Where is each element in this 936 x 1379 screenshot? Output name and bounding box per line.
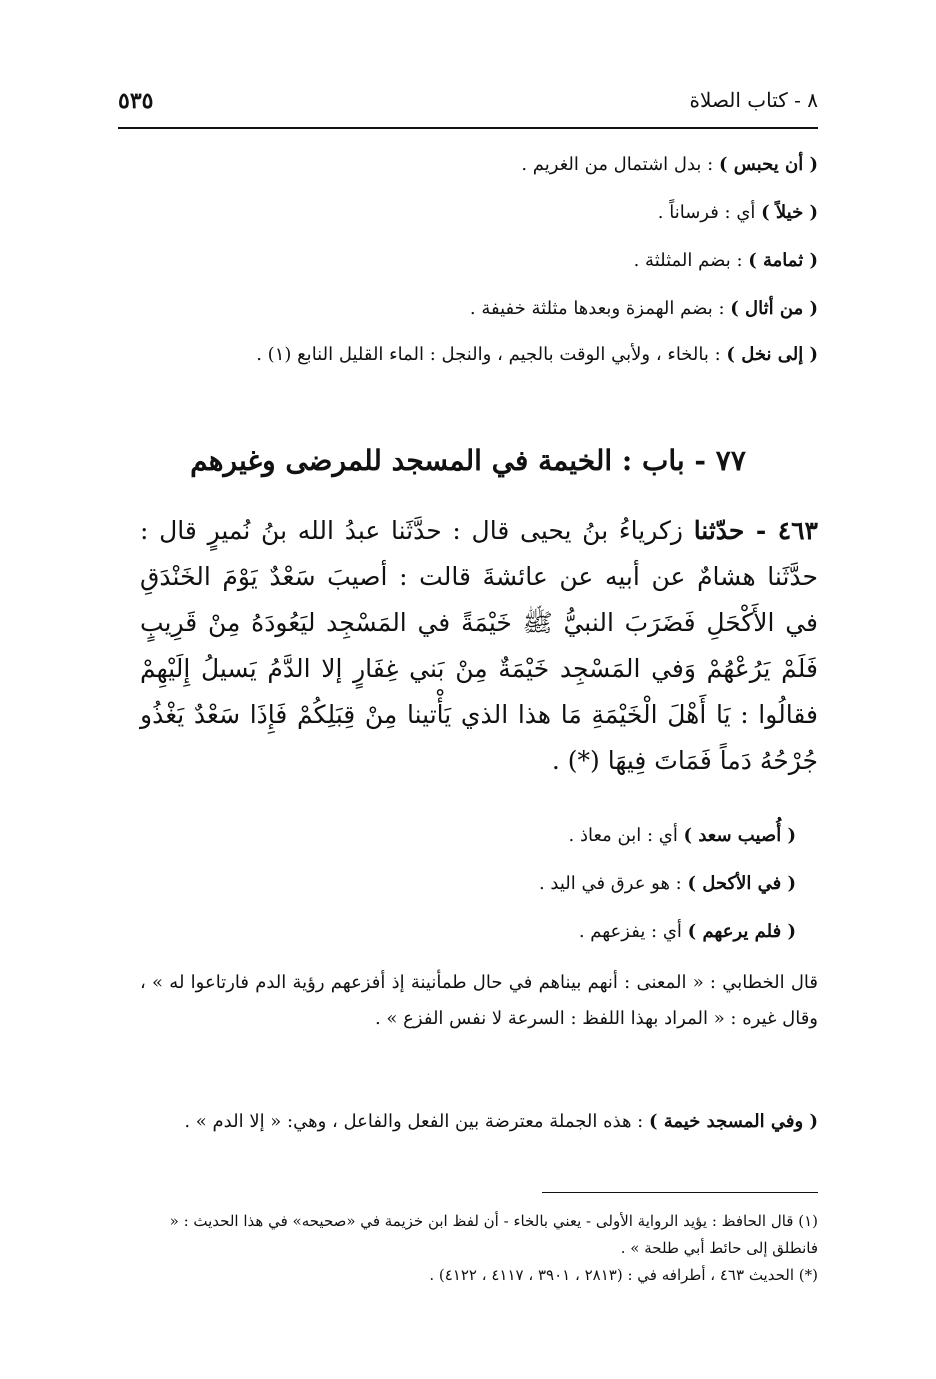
page-number: ٥٣٥ <box>118 88 154 114</box>
gloss-item <box>140 148 818 182</box>
gloss-term: ( وفي المسجد خيمة ) <box>648 1111 818 1132</box>
running-header <box>118 88 818 122</box>
gloss-item <box>140 196 818 230</box>
glosses-mid <box>140 820 818 964</box>
gloss-term: ( ثمامة ) <box>748 250 818 271</box>
footnote-rule <box>542 1192 818 1193</box>
chapter-title: ٧٧ - باب : الخيمة في المسجد للمرضى وغيرهم <box>190 444 746 477</box>
gloss-text: : بضم الهمزة وبعدها مثلثة خفيفة . <box>469 298 731 319</box>
gloss-text: : هذه الجملة معترضة بين الفعل والفاعل ، وهي: « إلا الدم » . <box>184 1111 649 1132</box>
gloss-text: أي : يفزعهم . <box>578 921 688 942</box>
gloss-text: أي : فرساناً . <box>657 202 762 223</box>
gloss-text: : بالخاء ، ولأبي الوقت بالجيم ، والنجل : الماء القليل النابع (١) . <box>256 344 727 365</box>
gloss-item <box>140 244 818 278</box>
gloss-item <box>140 820 818 852</box>
gloss-text: : هو عرق في اليد . <box>538 873 688 894</box>
gloss-term: ( في الأكحل ) <box>687 873 796 894</box>
gloss-item <box>140 916 818 948</box>
gloss-term: ( من أثال ) <box>730 298 818 319</box>
hadith-text <box>140 508 818 784</box>
gloss-text: : بضم المثلثة . <box>633 250 749 271</box>
footnote: (١) قال الحافظ : يؤيد الرواية الأولى - يعني بالخاء - أن لفظ ابن خزيمة في «صحيحه» في هذا الحديث : « فانطلق إلى حائط أبي طلحة » . <box>169 1212 818 1257</box>
gloss-term: ( أُصيب سعد ) <box>683 825 796 846</box>
footnote: (*) الحديث ٤٦٣ ، أطرافه في : (٢٨١٣ ، ٣٩٠١ ، ٤١١٧ ، ٤١٢٢) . <box>429 1266 818 1284</box>
gloss-term: ( أن يحبس ) <box>718 154 818 175</box>
gloss-item <box>140 868 818 900</box>
commentary-paragraph <box>140 1104 818 1140</box>
hadith-body: زكرياءُ بنُ يحيى قال : حدَّثَنا عبدُ الله بنُ نُميرٍ قال : حدَّثَنا هشامٌ عن أبيه عن عائشةَ قالت : أصيبَ سَعْدٌ يَوْمَ الخَنْدَقِ في الأَكْحَلِ فَضَرَبَ النبيُّ ﷺ خَيْمَةً في المَسْجِد ليَعُودَهُ مِنْ قَرِيبٍ فَلَمْ يَرُعْهُمْ وَفي المَسْجِد خَيْمَةٌ مِنْ بَني غِفَارٍ إلا الدَّمُ يَسيلُ إِلَيْهِمْ فقالُوا : يَا أَهْلَ الْخَيْمَةِ مَا هذا الذي يَأْتينا مِنْ قِبَلِكُمْ فَإِذَا سَعْدٌ يَغْذُو جُرْحُهُ دَماً فَمَاتَ فِيهَا (*) . <box>140 516 818 775</box>
gloss-item <box>140 340 818 370</box>
gloss-item <box>140 292 818 326</box>
chapter-heading: ٨ - كتاب الصلاة <box>689 88 818 112</box>
commentary-paragraph: قال الخطابي : « المعنى : أنهم بيناهم في حال طمأنينة إذ أفزعهم رؤية الدم فارتاعوا له » ، وقال غيره : « المراد بهذا اللفظ : السرعة لا نفس الفزع » . <box>140 972 818 1029</box>
hadith-number: ٤٦٣ - حدّثنا <box>693 516 818 545</box>
header-rule <box>118 127 818 129</box>
gloss-text: : بدل اشتمال من الغريم . <box>521 154 719 175</box>
glosses-top <box>140 148 818 384</box>
gloss-term: ( خيلاً ) <box>761 202 818 223</box>
gloss-text: أي : ابن معاذ . <box>568 825 684 846</box>
footnotes <box>140 1208 818 1289</box>
gloss-term: ( فلم يرعهم ) <box>687 921 796 942</box>
gloss-term: ( إلى نخل ) <box>726 344 818 365</box>
